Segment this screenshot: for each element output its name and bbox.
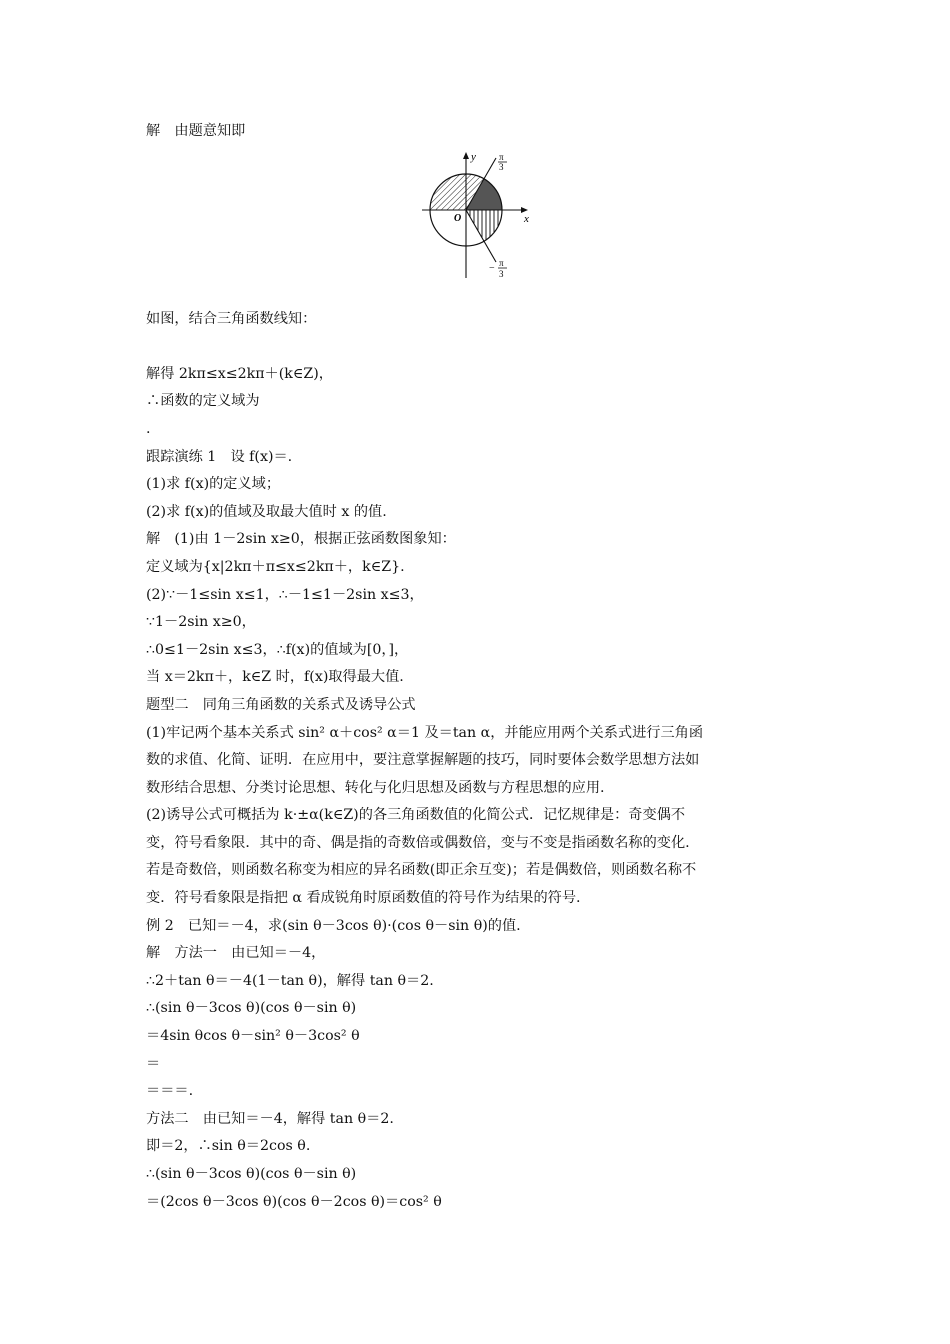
- x-label: x: [524, 212, 529, 225]
- text-line: 方法二 由已知＝－4，解得 tan θ＝2.: [146, 1110, 394, 1127]
- text-line: (1)求 f(x)的定义域；: [146, 476, 281, 493]
- text-line: ∴0≤1－2sin x≤3，∴f(x)的值域为[0，]，: [146, 641, 409, 658]
- origin-label: O: [454, 212, 462, 224]
- text-line: 定义域为{x|2kπ＋π≤x≤2kπ＋，k∈Z}.: [146, 558, 405, 575]
- y-label: y: [471, 150, 476, 163]
- text-line: (2)诱导公式可概括为 k·±α(k∈Z)的各三角函数值的化简公式．记忆规律是：奇变偶不: [146, 807, 686, 824]
- y-axis-arrow: [463, 152, 469, 159]
- text-line: (2)∵－1≤sin x≤1，∴－1≤1－2sin x≤3，: [146, 586, 424, 603]
- top-angle-denominator: 3: [499, 161, 504, 172]
- bottom-angle-numerator: π: [499, 257, 504, 268]
- text-line: 数形结合思想、分类讨论思想、转化与化归思想及函数与方程思想的应用.: [146, 779, 605, 796]
- text-line: 解 由题意知即: [146, 123, 246, 139]
- text-line: ∴(sin θ－3cos θ)(cos θ－sin θ): [146, 1166, 357, 1182]
- text-line: 如图，结合三角函数线知：: [146, 310, 317, 327]
- text-line: 跟踪演练 1 设 f(x)＝.: [146, 448, 293, 465]
- top-angle-numerator: π: [499, 151, 504, 162]
- text-line: ＝(2cos θ－3cos θ)(cos θ－2cos θ)＝cos² θ: [146, 1193, 442, 1210]
- text-line: ∴2＋tan θ＝－4(1－tan θ)，解得 tan θ＝2.: [146, 972, 434, 989]
- text-line: (2)求 f(x)的值域及取最大值时 x 的值.: [146, 503, 387, 520]
- region-vertical-hatch: [466, 210, 502, 241]
- document-page: [146, 118, 826, 1216]
- text-line: 数的求值、化简、证明．在应用中，要注意掌握解题的技巧，同时要体会数学思想方法如: [146, 752, 700, 769]
- text-line: ＝: [146, 1055, 161, 1072]
- unit-circle-figure: [416, 150, 546, 282]
- text-line: 解得 2kπ≤x≤2kπ＋(k∈Z)，: [146, 365, 333, 382]
- blank-line: [146, 333, 826, 361]
- text-line: 解 方法一 由已知＝－4，: [146, 945, 326, 962]
- text-line: ∴(sin θ－3cos θ)(cos θ－sin θ): [146, 1000, 357, 1017]
- text-line: ∵1－2sin x≥0，: [146, 614, 256, 631]
- text-line: 即＝2，∴sin θ＝2cos θ.: [146, 1138, 311, 1155]
- bottom-angle-sign: −: [489, 262, 495, 274]
- text-line: ∴函数的定义域为: [146, 393, 260, 410]
- text-line: 变，符号看象限．其中的奇、偶是指的奇数倍或偶数倍，变与不变是指函数名称的变化.: [146, 834, 690, 851]
- text-line: 例 2 已知＝－4，求(sin θ－3cos θ)·(cos θ－sin θ)的值.: [146, 917, 521, 934]
- text-line: .: [146, 420, 151, 437]
- text-line: 变．符号看象限是指把 α 看成锐角时原函数值的符号作为结果的符号.: [146, 890, 581, 907]
- text-line: 当 x＝2kπ＋，k∈Z 时，f(x)取得最大值.: [146, 669, 404, 686]
- figure-container: [146, 146, 826, 306]
- bottom-angle-denominator: 3: [499, 268, 504, 279]
- text-line: ＝4sin θcos θ－sin² θ－3cos² θ: [146, 1028, 360, 1045]
- text-line: ＝＝＝.: [146, 1083, 194, 1100]
- text-line: 解 (1)由 1－2sin x≥0，根据正弦函数图象知：: [146, 531, 456, 548]
- section-heading: 题型二 同角三角函数的关系式及诱导公式: [146, 696, 416, 713]
- text-line: (1)牢记两个基本关系式 sin² α＋cos² α＝1 及＝tan α，并能应用两个关系式进行三角函: [146, 724, 704, 741]
- text-line: 若是奇数倍，则函数名称变为相应的异名函数(即正余互变)；若是偶数倍，则函数名称不: [146, 862, 697, 879]
